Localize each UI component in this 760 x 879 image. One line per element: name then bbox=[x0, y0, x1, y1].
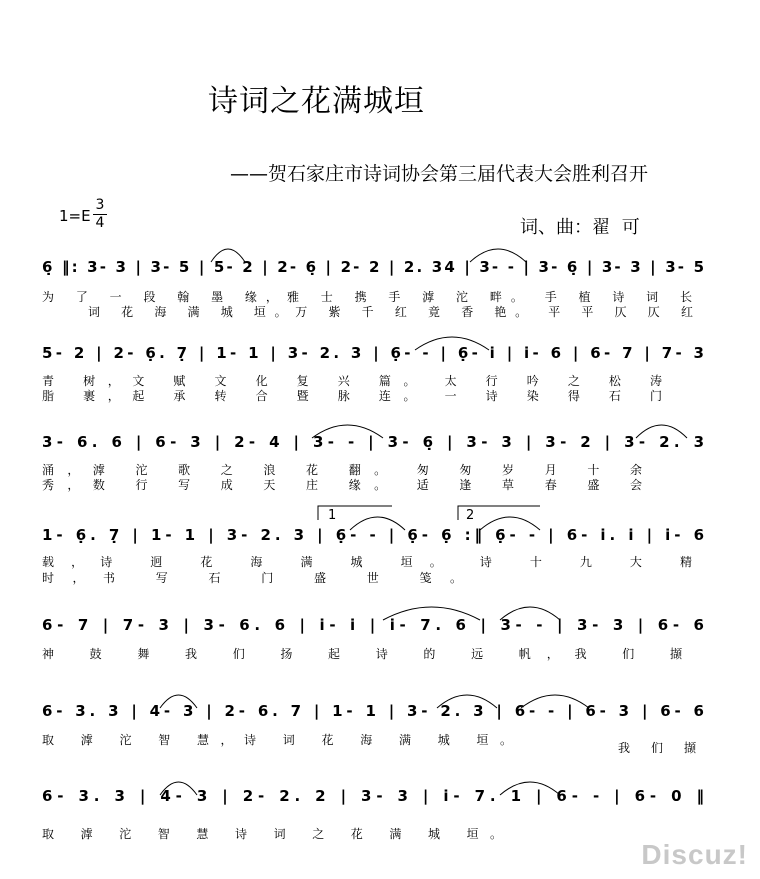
lyric-line-1: 取 滹 沱 智 慧 诗 词 之 花 满 城 垣。 bbox=[42, 827, 502, 841]
lyric-line-2: 我 们 撷 bbox=[618, 741, 696, 755]
score-system-notes: 3- 6. 6 | 6- 3 | 2- 4 | 3- - | 3- 6̣ | 3- 3 | 3- 2 | 3- 2. 3 bbox=[42, 433, 705, 451]
credit-line: 词、曲：翟 可 bbox=[520, 217, 640, 238]
lyric-line-1: 载，诗 迥 花 海 满 城 垣。 诗 十 九 大 精 bbox=[42, 555, 693, 569]
lyric-line-2: 脂 裹，起 承 转 合 暨 脉 连。 一 诗 染 得 石 门 bbox=[42, 389, 662, 403]
lyric-line-2: 词 花 海 满 城 垣。万 紫 千 红 竟 香 艳。 平 平 仄 仄 红 bbox=[88, 305, 694, 319]
score-system-notes: 1- 6̣. 7̣ | 1- 1 | 3- 2. 3 | 6̣- - | 6̣- 6̣ :‖ 6̣- - | 6- i. i | i- 6 bbox=[42, 526, 705, 544]
lyric-line-2: 时，书 写 石 门 盛 世 笺。 bbox=[42, 571, 462, 585]
watermark: Discuz! bbox=[641, 839, 748, 870]
score-system-notes: 5- 2 | 2- 6̣. 7̣ | 1- 1 | 3- 2. 3 | 6̣- - | 6̣- i | i- 6 | 6- 7 | 7- 3 bbox=[42, 344, 704, 362]
slur-mark bbox=[350, 517, 405, 530]
lyric-line-1: 取 滹 沱 智 慧，诗 词 花 海 满 城 垣。 bbox=[42, 733, 513, 747]
lyric-line-2: 秀，数 行 写 成 天 庄 缘。 适 逢 草 春 盛 会 bbox=[42, 478, 642, 492]
score-system-notes: 6̣ ‖: 3- 3 | 3- 5 | 5- 2 | 2- 6̣ | 2- 2 | 2. 34 | 3- - | 3- 6̣ | 3- 3 | 3- 5 bbox=[42, 258, 704, 276]
page-subtitle: ——贺石家庄市诗词协会第三届代表大会胜利召开 bbox=[230, 163, 649, 185]
score-system-notes: 6- 3. 3 | 4- 3 | 2- 6. 7 | 1- 1 | 3- 2. 3 | 6- - | 6- 3 | 6- 6 bbox=[42, 702, 704, 720]
lyric-line-1: 为 了 一 段 翰 墨 缘，雅 士 携 手 滹 沱 畔。 手 植 诗 词 长 bbox=[42, 290, 692, 304]
key-signature: 1=E bbox=[59, 207, 91, 225]
time-signature-bottom: 4 bbox=[95, 215, 105, 231]
volta-label-1: 1 bbox=[328, 508, 337, 523]
score-system-notes: 6- 3. 3 | 4- 3 | 2- 2. 2 | 3- 3 | i- 7. 1 | 6- - | 6- 0 ‖ bbox=[42, 787, 704, 805]
lyric-line-1: 青 树，文 赋 文 化 复 兴 篇。 太 行 吟 之 松 涛 bbox=[42, 374, 662, 388]
score-system-notes: 6- 7 | 7- 3 | 3- 6. 6 | i- i | i- 7. 6 | 3- - | 3- 3 | 6- 6 bbox=[42, 616, 704, 634]
volta-label-2: 2 bbox=[466, 508, 475, 523]
lyric-line-1: 神 鼓 舞 我 们 扬 起 诗 的 远 帆，我 们 撷 bbox=[42, 647, 683, 661]
lyric-line-1: 涌，滹 沱 歌 之 浪 花 翻。 匆 匆 岁 月 十 余 bbox=[42, 463, 642, 477]
time-signature-top: 3 bbox=[95, 197, 105, 213]
page-title: 诗词之花满城垣 bbox=[208, 84, 425, 119]
